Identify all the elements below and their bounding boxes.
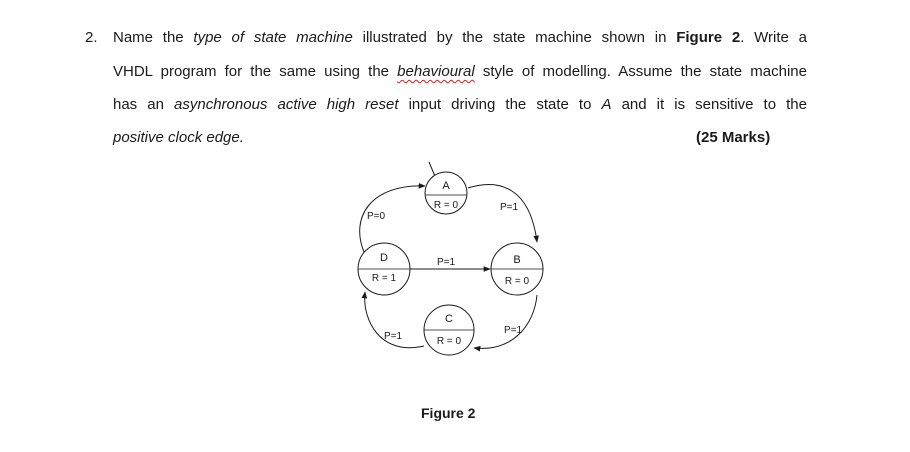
q1-text-c: . Write a [740, 29, 807, 46]
state-b-name: B [513, 254, 521, 266]
state-a-output: R = 0 [433, 200, 459, 211]
q1-text-b: illustrated by the state machine shown in [352, 29, 677, 46]
state-b-output: R = 0 [504, 276, 530, 287]
edge-a-to-b-label: P=1 [500, 202, 519, 213]
q3-text-b: input driving the state to [398, 96, 602, 113]
q2-italic-behavioural: behavioural [397, 63, 475, 80]
state-c-output: R = 0 [436, 336, 462, 347]
edge-d-to-b-label: P=1 [437, 257, 456, 268]
edge-b-to-c-label: P=1 [504, 325, 523, 336]
state-d-output: R = 1 [371, 273, 397, 284]
edge-b-to-c [474, 295, 537, 348]
state-a [425, 172, 467, 214]
edge-a-to-b [468, 185, 537, 242]
state-c [424, 305, 474, 355]
q1-text-a: Name the [113, 29, 194, 46]
state-c-name: C [445, 313, 453, 325]
state-b [491, 243, 543, 295]
q2-text-b: style of modelling. Assume the state machine [474, 63, 807, 80]
q2-text-a: VHDL program for the same using the [113, 63, 398, 80]
state-d [358, 243, 410, 295]
marks-label: (25 Marks) [696, 129, 771, 146]
state-d-name: D [380, 252, 388, 264]
q3-text-a: has an [113, 96, 175, 113]
question-number: 2. [85, 29, 98, 46]
q3-italic-reset: asynchronous active high reset [174, 96, 399, 113]
figure-caption: Figure 2 [421, 405, 476, 421]
q4-italic-clock: positive clock edge. [113, 129, 244, 146]
q1-italic-type: type of state machine [193, 29, 353, 46]
q3-italic-state-a: A [601, 96, 612, 113]
edge-d-to-a-label: P=0 [367, 211, 386, 222]
state-a-name: A [442, 180, 450, 192]
q3-text-c: and it is sensitive to the [611, 96, 807, 113]
q1-bold-figure: Figure 2 [676, 29, 741, 46]
edge-c-to-d-label: P=1 [384, 331, 403, 342]
